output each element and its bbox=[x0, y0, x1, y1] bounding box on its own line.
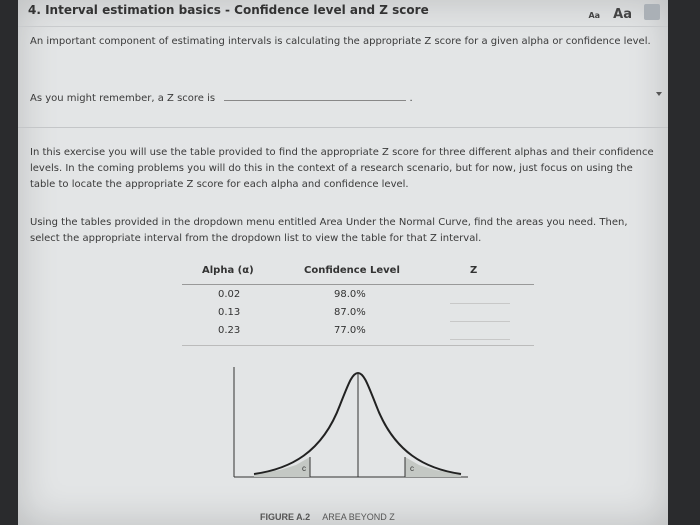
definition-prefix: As you might remember, a Z score is bbox=[30, 93, 216, 104]
increase-font-button[interactable]: Aa bbox=[613, 7, 632, 22]
header-z: Z bbox=[470, 265, 478, 276]
alpha-value: 0.02 bbox=[218, 289, 241, 300]
figure-caption-text: AREA BEYOND Z bbox=[322, 512, 395, 522]
alpha-value: 0.23 bbox=[218, 325, 241, 336]
table-row bbox=[182, 325, 534, 343]
question-header bbox=[18, 0, 668, 27]
exercise-text: In this exercise you will use the table provided to find the appropriate Z score for three different alphas and their confidence levels. In the coming problems you will do this in the context of a research scenario, but for now, just focus on using the table to locate the appropriate Z score for each alpha and confidence level. bbox=[30, 147, 654, 190]
table-row bbox=[182, 289, 534, 307]
instructions-text: Using the tables provided in the dropdown menu entitled Area Under the Normal Curve, find the areas you need. Then, select the appropriate interval from the dropdown list to view the table for that Z interval. bbox=[30, 217, 628, 244]
table-header-rule bbox=[182, 284, 534, 285]
z-score-definition-dropdown[interactable] bbox=[224, 90, 406, 101]
z-answer-input[interactable] bbox=[450, 293, 510, 304]
confidence-value: 87.0% bbox=[334, 307, 366, 318]
z-answer-input[interactable] bbox=[450, 311, 510, 322]
table-row bbox=[182, 307, 534, 325]
alpha-value: 0.13 bbox=[218, 307, 241, 318]
decrease-font-button[interactable]: Aa bbox=[588, 11, 601, 20]
header-alpha: Alpha (α) bbox=[202, 265, 254, 276]
figure-number: FIGURE A.2 bbox=[260, 512, 311, 522]
intro-text: An important component of estimating intervals is calculating the appropriate Z score for a given alpha or confidence level. bbox=[30, 36, 651, 47]
confidence-value: 77.0% bbox=[334, 325, 366, 336]
z-score-definition-sentence bbox=[30, 90, 450, 107]
normal-curve-figure bbox=[230, 365, 470, 505]
confidence-value: 98.0% bbox=[334, 289, 366, 300]
question-title: 4. Interval estimation basics - Confidence level and Z score bbox=[28, 3, 429, 17]
z-answer-input[interactable] bbox=[450, 329, 510, 340]
problem-page bbox=[18, 0, 668, 525]
font-size-controls bbox=[588, 3, 632, 22]
right-tail-label: c bbox=[410, 464, 414, 473]
print-icon[interactable] bbox=[644, 4, 660, 20]
chevron-down-icon[interactable] bbox=[656, 92, 662, 96]
header-confidence-level: Confidence Level bbox=[304, 265, 400, 276]
section-divider bbox=[18, 127, 668, 128]
definition-suffix: . bbox=[409, 93, 413, 104]
figure-caption bbox=[260, 512, 395, 522]
left-tail-label: c bbox=[302, 464, 306, 473]
table-bottom-rule bbox=[182, 345, 534, 346]
